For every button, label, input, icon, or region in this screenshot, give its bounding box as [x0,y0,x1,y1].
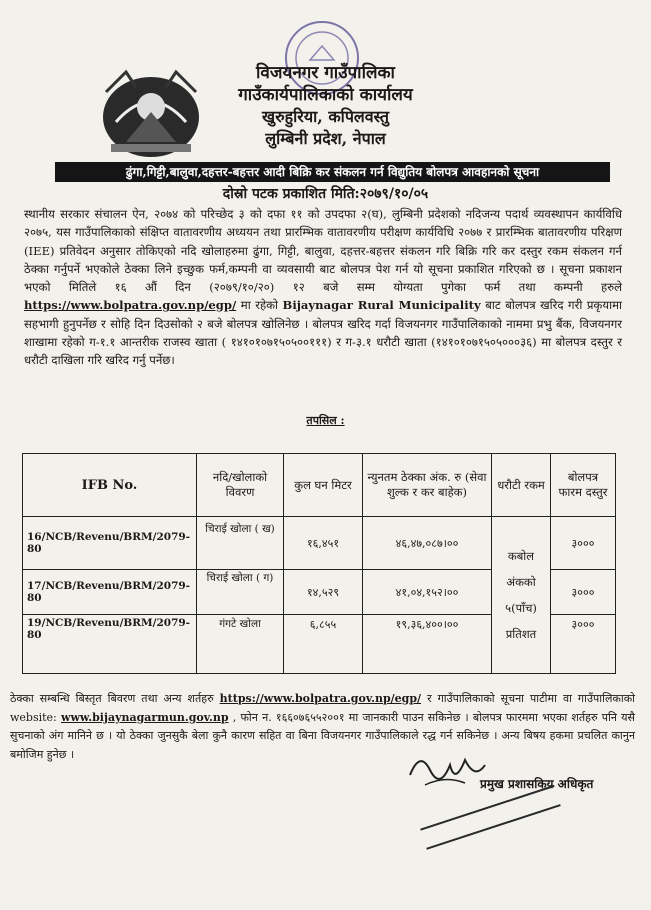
office-address: खुरुहुरिया, कपिलवस्तु [261,107,389,126]
col-river: नदि/खोलाको विवरण [197,454,284,517]
publish-date: दोस्रो पटक प्रकाशित मिति:२०७९/१०/०५ [222,186,429,202]
body-text-part3: बाट बोलपत्र खरिद गरी प्रकृयामा सहभागी हुनुपर्नेछ र सोहि दिन दिउसोको २ बजे बोलपत्र खोलिनेछ । बोलपत्र खरिद गर्दा विजयनगर गाउँपालिकाको नाममा प्रभु बैंक, विजयनगर शाखामा रहेको ग-१.१ आन्तरीक राजस्व खाता ( १४१०१०७१५०५००१११) र ग-३.१ धरौटी खाता (१४१०१०७१५०५०००३६) मा बोलपत्र दस्तुर र धरौटी दाखिला गरि खरिद गर्नु पर्नेछ। [24,298,623,368]
footer-bolpatra-link[interactable]: https://www.bolpatra.gov.np/egp/ [219,692,422,705]
volume-cell: १४,५२९ [284,570,363,615]
table-header-row [23,454,616,517]
ifb-number: 19/NCB/Revenu/BRM/2079-80 [23,615,197,674]
deposit-cell: कबोल अंकको ५(पाँच) प्रतिशत [492,517,551,674]
fee-cell: ३००० [551,517,616,570]
notice-body [24,205,622,370]
col-volume: कुल घन मिटर [284,454,363,517]
river-name: चिराई खोला ( ग) [206,572,274,584]
municipality-name: विजयनगर गाउँपालिका [256,63,395,83]
volume-cell: ६,८५५ [284,615,363,674]
amount-cell: ४६,४७,०८७।०० [363,517,492,570]
ifb-number: 16/NCB/Revenu/BRM/2079-80 [23,517,197,570]
col-ifb-no: IFB No. [23,454,197,517]
body-text-part1: स्थानीय सरकार संचालन ऐन, २०७४ को परिच्छेद ३ को दफा ११ को उपदफा २(घ), लुम्बिनी प्रदेशको नदिजन्य पदार्थ व्यवस्थापन कार्यविधि २०७५, यस गाउँपालिकाको संक्षिप्त वातावरणीय अध्ययन तथा प्रारम्भिक वातावरणीय परीक्षण कार्यविधि २०७७ र प्रारम्भिक बातावरणीय परिक्षण (IEE) प्रतिवेदन अनुसार तोकिएको नदि खोलाहरुमा ढुंगा, गिट्टी, बालुवा, दहत्तर-बहत्तर संकलन गरि बिक्रि गरि कर दस्तुर रकम संकलन गर्न ठेक्का गर्नुपर्ने भएकोले ठेक्का लिने इच्छुक फर्म,कम्पनी वा व्यवसायी बाट बोलपत्र पेश गर्न यो सूचना प्रकाशित गरिएको छ । सूचना प्रकाशन भएको मितिले १६ औं दिन (२०७९/१०/२०) १२ बजे सम्म योग्यता पुगेका फर्म तथा कम्पनी हरुले [24,207,622,295]
river-name: चिराई खोला ( ख) [205,523,275,535]
body-text-part2: मा रहेको [236,298,283,313]
province-name: लुम्बिनी प्रदेश, नेपाल [265,129,386,148]
footer-text-part2: र गाउँपालिकाको सूचना पाटीमा वा गाउँपालिकाको website: [10,692,635,724]
river-cell [197,570,284,615]
notice-footer [10,690,635,764]
municipality-website-link[interactable]: www.bijaynagarmun.gov.np [60,710,229,724]
signatory-title: प्रमुख प्रशासकिय अधिकृत [480,777,594,791]
footer-text-part1: ठेक्का सम्बन्धि बिस्तृत बिवरण तथा अन्य शर्तहरु [10,692,220,705]
fee-cell: ३००० [551,615,616,674]
fee-cell: ३००० [551,570,616,615]
ifb-table [22,453,616,674]
river-cell [197,517,284,570]
bolpatra-link[interactable]: https://www.bolpatra.gov.np/egp/ [24,298,237,313]
amount-cell: ४१,०४,१५२।०० [363,570,492,615]
office-header [0,62,651,150]
col-min-amount: न्युनतम ठेक्का अंक. रु (सेवा शुल्क र कर बाहेक) [363,454,492,517]
amount-cell: १९,३६,४००।०० [363,615,492,674]
river-name: गंगटे खोला [197,615,284,674]
volume-cell: १६,४५१ [284,517,363,570]
notice-title-banner: ढुंगा,गिट्टी,बालुवा,दहत्तर-बहत्तर आदी बिक्रि कर संकलन गर्न विद्युतिय बोलपत्र आवहानको सूचना [55,162,610,182]
col-deposit: धरौटी रकम [492,454,551,517]
table-row [23,517,616,570]
col-fee: बोलपत्र फारम दस्तुर [551,454,616,517]
office-name: गाउँकार्यपालिकाको कार्यालय [238,85,413,105]
details-heading: तपसिल : [306,414,345,427]
municipality-english-name: Bijaynagar Rural Municipality [282,298,481,313]
officer-stamp-icon [410,780,570,860]
ifb-number: 17/NCB/Revenu/BRM/2079-80 [23,570,197,615]
footer-text-part3: , फोन न. १६६०७६५५२००१ मा जानकारी पाउन सकिनेछ । बोलपत्र फारममा भएका शर्तहरु पनि यसै सुचनाको अंग मानिने छ । यो ठेक्का जुनसुकै बेला कुनै कारण सहित वा बिना विजयनगर गाउँपालिकाले रद्ध गर्न सकिनेछ । अन्य बिषय हकमा प्रचलित कानुन बमोजिम हुनेछ । [10,710,635,761]
